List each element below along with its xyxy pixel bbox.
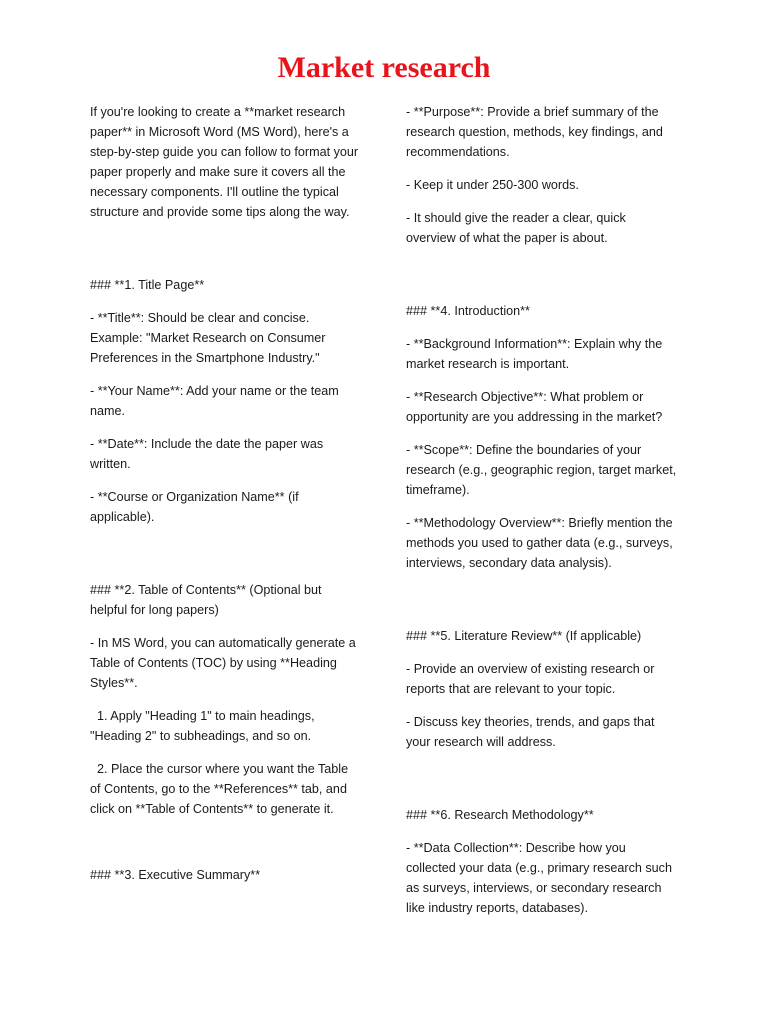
right-column — [406, 102, 678, 931]
left-column — [90, 102, 362, 898]
spacer — [406, 586, 678, 626]
list-item: - **Your Name**: Add your name or the team name. — [90, 384, 343, 418]
list-item: - In MS Word, you can automatically generate a Table of Contents (TOC) by using **Heading Styles**. — [90, 636, 360, 690]
section-heading-literature-review: ### **5. Literature Review** (If applicable) — [406, 629, 642, 643]
spacer — [406, 765, 678, 805]
section-heading-introduction: ### **4. Introduction** — [406, 304, 530, 318]
list-item: - It should give the reader a clear, quick overview of what the paper is about. — [406, 211, 630, 245]
spacer — [406, 261, 678, 301]
list-item: - **Data Collection**: Describe how you collected your data (e.g., primary research such as surveys, interviews, or secondary research like industry reports, databases). — [406, 841, 676, 915]
list-item: - **Purpose**: Provide a brief summary of the research question, methods, key findings, and recommendations. — [406, 105, 667, 159]
list-item: - **Course or Organization Name** (if applicable). — [90, 490, 303, 524]
section-heading-research-methodology: ### **6. Research Methodology** — [406, 808, 594, 822]
list-item: - **Date**: Include the date the paper was written. — [90, 437, 327, 471]
list-item: 2. Place the cursor where you want the Table of Contents, go to the **References** tab, and click on **Table of Contents** to generate it. — [90, 762, 352, 816]
spacer — [90, 832, 362, 865]
spacer — [90, 235, 362, 275]
section-heading-table-of-contents: ### **2. Table of Contents** (Optional but helpful for long papers) — [90, 583, 326, 617]
intro-paragraph: If you're looking to create a **market research paper** in Microsoft Word (MS Word), here's a step-by-step guide you can follow to format your paper properly and make sure it covers all the necessary components. I'll outline the typical structure and provide some tips along the way. — [90, 105, 362, 219]
list-item: - **Research Objective**: What problem or opportunity are you addressing in the market? — [406, 390, 663, 424]
list-item: - **Scope**: Define the boundaries of your research (e.g., geographic region, target market, timeframe). — [406, 443, 680, 497]
list-item: - **Methodology Overview**: Briefly mention the methods you used to gather data (e.g., surveys, interviews, secondary data analysis). — [406, 516, 677, 570]
list-item: - Keep it under 250-300 words. — [406, 178, 579, 192]
section-heading-executive-summary: ### **3. Executive Summary** — [90, 868, 261, 882]
list-item: - Discuss key theories, trends, and gaps that your research will address. — [406, 715, 658, 749]
list-item: - Provide an overview of existing research or reports that are relevant to your topic. — [406, 662, 658, 696]
list-item: 1. Apply "Heading 1" to main headings, "Heading 2" to subheadings, and so on. — [90, 709, 319, 743]
list-item: - **Background Information**: Explain why the market research is important. — [406, 337, 666, 371]
document-title: Market research — [277, 51, 491, 84]
section-heading-title-page: ### **1. Title Page** — [90, 278, 205, 292]
list-item: - **Title**: Should be clear and concise. Example: "Market Research on Consumer Preferences in the Smartphone Industry." — [90, 311, 329, 365]
spacer — [90, 540, 362, 580]
